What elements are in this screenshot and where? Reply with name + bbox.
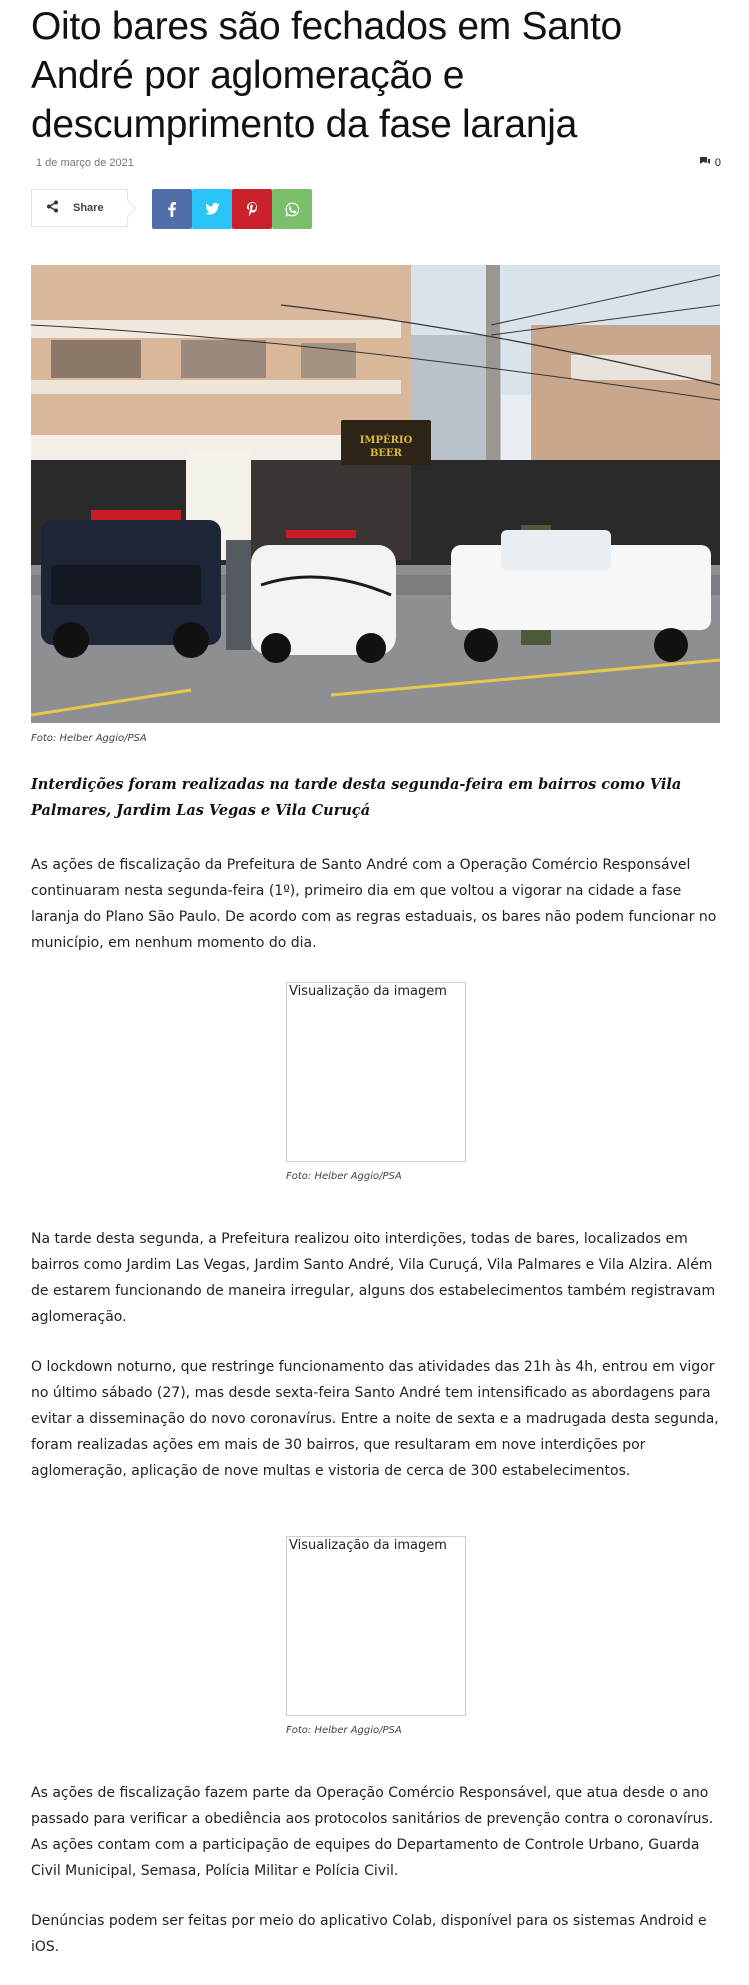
photo-caption: Foto: Helber Aggio/PSA (31, 733, 147, 744)
share-icon (46, 200, 59, 216)
pinterest-icon (247, 202, 258, 216)
article-title: Oito bares são fechados em Santo André por aglomeração e descumprimento da fase laranja (31, 5, 622, 146)
inline-image-1-caption: Foto: Helber Aggio/PSA (286, 1171, 402, 1182)
empire-beer-sign: IMPÉRIO (359, 435, 413, 446)
comments-count: 0 (714, 156, 721, 169)
article-date: 1 de março de 2021 (36, 157, 134, 169)
facebook-icon (168, 202, 176, 217)
paragraph-3: O lockdown noturno, que restringe funcionamento das atividades das 21h às 4h, entrou em vigor no último sábado (27), mas desde sexta-feira Santo André tem intensificado as abordagens para evitar a disseminação do novo coronavírus. Entre a noite de sexta e a madrugada desta segunda, foram realizadas ações em mais de 30 bairros, que resultaram em nove interdições por aglomeração, aplicação de nove multas e vistoria de cerca de 300 estabelecimentos. (31, 1359, 719, 1479)
comments-link[interactable] (699, 156, 721, 169)
comments-icon (699, 156, 711, 169)
whatsapp-share-button[interactable] (272, 189, 312, 229)
svg-text:BEER: BEER (369, 448, 403, 459)
article-lead: Interdições foram realizadas na tarde desta segunda-feira em bairros como Vila Palmares, Jardim Las Vegas e Vila Curuçá (31, 776, 682, 819)
paragraph-2: Na tarde desta segunda, a Prefeitura realizou oito interdições, todas de bares, localizados em bairros como Jardim Las Vegas, Jardim Santo André, Vila Curuçá, Vila Palmares e Vila Alzira. Além de estarem funcionando de maneira irregular, alguns dos estabelecimentos também registravam aglomeração. (31, 1231, 716, 1325)
inline-image-2-caption: Foto: Helber Aggio/PSA (286, 1725, 402, 1736)
inline-image-1 (286, 982, 466, 1162)
whatsapp-icon (285, 202, 300, 217)
share-label: Share (73, 202, 104, 214)
featured-photo (31, 265, 720, 723)
twitter-icon (205, 203, 220, 215)
pinterest-share-button[interactable] (232, 189, 272, 229)
share-button[interactable] (31, 189, 128, 227)
paragraph-4: As ações de fiscalização fazem parte da Operação Comércio Responsável, que atua desde o ano passado para verificar a obediência aos protocolos sanitários de prevenção contra o coronavírus. As ações contam com a participação de equipes do Departamento de Controle Urbano, Guarda Civil Municipal, Semasa, Polícia Militar e Polícia Civil. (31, 1785, 714, 1879)
paragraph-1: As ações de fiscalização da Prefeitura de Santo André com a Operação Comércio Responsável continuaram nesta segunda-feira (1º), primeiro dia em que voltou a vigorar na cidade a fase laranja do Plano São Paulo. De acordo com as regras estaduais, os bares não podem funcionar no município, em nenhum momento do dia. (31, 857, 717, 951)
inline-image-1-alt: Visualização da imagem (289, 984, 447, 999)
paragraph-5: Denúncias podem ser feitas por meio do aplicativo Colab, disponível para os sistemas Android e iOS. (31, 1913, 707, 1955)
share-bar (31, 189, 128, 229)
inline-image-2-alt: Visualização da imagem (289, 1538, 447, 1553)
facebook-share-button[interactable] (152, 189, 192, 229)
twitter-share-button[interactable] (192, 189, 232, 229)
inline-image-2 (286, 1536, 466, 1716)
